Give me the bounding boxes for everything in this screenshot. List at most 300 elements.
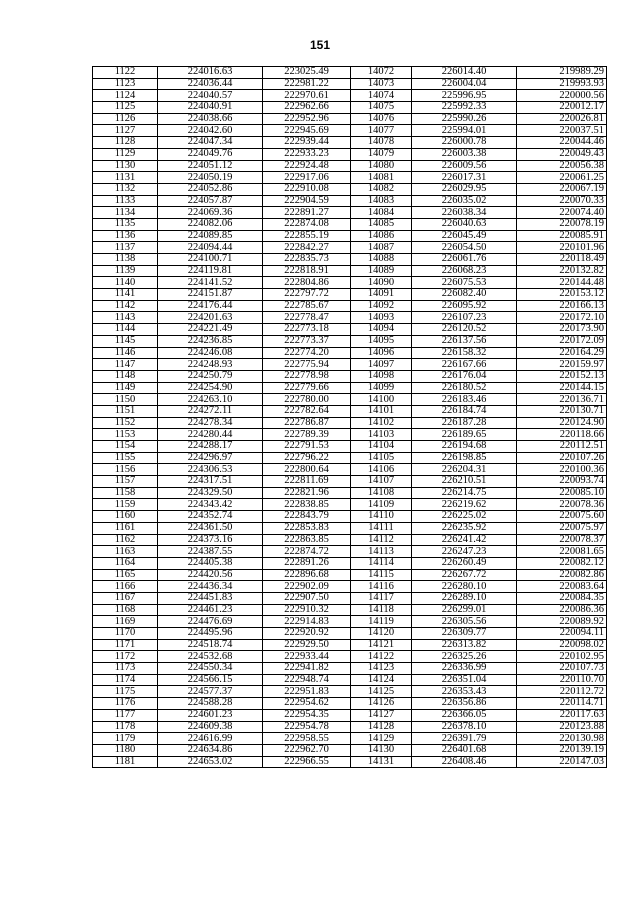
table-cell: 224069.36 — [158, 207, 263, 219]
table-cell: 14098 — [351, 370, 412, 382]
table-cell: 226035.02 — [412, 195, 517, 207]
table-cell: 1129 — [93, 148, 158, 160]
table-cell: 222842.27 — [263, 242, 351, 254]
table-cell: 14114 — [351, 557, 412, 569]
table-cell: 14097 — [351, 359, 412, 371]
table-cell: 1125 — [93, 102, 158, 114]
table-cell: 1144 — [93, 324, 158, 336]
table-cell: 222811.69 — [263, 476, 351, 488]
table-cell: 222778.47 — [263, 312, 351, 324]
table-cell: 1163 — [93, 546, 158, 558]
table-row — [93, 300, 607, 312]
table-cell: 14088 — [351, 254, 412, 266]
table-cell: 226309.77 — [412, 628, 517, 640]
table-cell: 14116 — [351, 581, 412, 593]
table-row — [93, 312, 607, 324]
table-cell: 14100 — [351, 394, 412, 406]
table-row — [93, 218, 607, 230]
table-cell: 14096 — [351, 347, 412, 359]
table-cell: 224436.34 — [158, 581, 263, 593]
table-cell: 226408.46 — [412, 756, 517, 768]
table-cell: 1132 — [93, 183, 158, 195]
table-cell: 220085.91 — [517, 230, 607, 242]
table-cell: 224176.44 — [158, 300, 263, 312]
table-row — [93, 441, 607, 453]
table-row — [93, 534, 607, 546]
table-cell: 14131 — [351, 756, 412, 768]
table-cell: 226029.95 — [412, 183, 517, 195]
table-row — [93, 756, 607, 768]
table-cell: 224518.74 — [158, 639, 263, 651]
table-cell: 14085 — [351, 218, 412, 230]
table-cell: 222958.55 — [263, 733, 351, 745]
table-row — [93, 67, 607, 79]
table-cell: 14081 — [351, 172, 412, 184]
table-cell: 226184.74 — [412, 405, 517, 417]
table-cell: 224577.37 — [158, 686, 263, 698]
table-cell: 224082.06 — [158, 218, 263, 230]
table-cell: 226198.85 — [412, 452, 517, 464]
table-cell: 226014.40 — [412, 67, 517, 79]
table-cell: 222773.37 — [263, 335, 351, 347]
table-row — [93, 230, 607, 242]
table-cell: 1134 — [93, 207, 158, 219]
table-cell: 220082.86 — [517, 569, 607, 581]
table-cell: 224201.63 — [158, 312, 263, 324]
table-cell: 226095.92 — [412, 300, 517, 312]
table-cell: 226247.23 — [412, 546, 517, 558]
table-row — [93, 592, 607, 604]
table-cell: 226120.52 — [412, 324, 517, 336]
table-cell: 14103 — [351, 429, 412, 441]
table-cell: 224451.83 — [158, 592, 263, 604]
table-cell: 1122 — [93, 67, 158, 79]
table-cell: 226054.50 — [412, 242, 517, 254]
table-row — [93, 663, 607, 675]
table-cell: 220166.13 — [517, 300, 607, 312]
table-cell: 220123.88 — [517, 721, 607, 733]
table-cell: 1158 — [93, 487, 158, 499]
table-cell: 1172 — [93, 651, 158, 663]
table-cell: 1146 — [93, 347, 158, 359]
table-cell: 220172.09 — [517, 335, 607, 347]
table-cell: 226280.10 — [412, 581, 517, 593]
table-cell: 226351.04 — [412, 674, 517, 686]
table-cell: 224248.93 — [158, 359, 263, 371]
table-cell: 226210.51 — [412, 476, 517, 488]
table-cell: 1151 — [93, 405, 158, 417]
table-cell: 226289.10 — [412, 592, 517, 604]
table-cell: 222970.61 — [263, 90, 351, 102]
table-cell: 14126 — [351, 698, 412, 710]
table-cell: 14075 — [351, 102, 412, 114]
table-cell: 224141.52 — [158, 277, 263, 289]
table-cell: 220153.12 — [517, 289, 607, 301]
table-cell: 220100.36 — [517, 464, 607, 476]
table-cell: 14110 — [351, 511, 412, 523]
table-cell: 224616.99 — [158, 733, 263, 745]
table-cell: 14077 — [351, 125, 412, 137]
table-row — [93, 172, 607, 184]
table-cell: 222933.23 — [263, 148, 351, 160]
table-cell: 220107.73 — [517, 663, 607, 675]
table-cell: 224221.49 — [158, 324, 263, 336]
table-row — [93, 744, 607, 756]
table-cell: 224343.42 — [158, 499, 263, 511]
table-cell: 14074 — [351, 90, 412, 102]
table-cell: 14109 — [351, 499, 412, 511]
table-cell: 14119 — [351, 616, 412, 628]
table-cell: 14086 — [351, 230, 412, 242]
table-cell: 226061.76 — [412, 254, 517, 266]
table-cell: 224550.34 — [158, 663, 263, 675]
table-row — [93, 499, 607, 511]
table-cell: 226045.49 — [412, 230, 517, 242]
table-cell: 220078.19 — [517, 218, 607, 230]
table-cell: 14084 — [351, 207, 412, 219]
table-cell: 222843.79 — [263, 511, 351, 523]
table-cell: 222939.44 — [263, 137, 351, 149]
table-cell: 226180.52 — [412, 382, 517, 394]
table-cell: 222818.91 — [263, 265, 351, 277]
table-row — [93, 359, 607, 371]
table-cell: 220067.19 — [517, 183, 607, 195]
table-cell: 222782.64 — [263, 405, 351, 417]
table-cell: 14087 — [351, 242, 412, 254]
table-cell: 222891.26 — [263, 557, 351, 569]
table-row — [93, 733, 607, 745]
table-cell: 222797.72 — [263, 289, 351, 301]
table-cell: 224050.19 — [158, 172, 263, 184]
table-cell: 222891.27 — [263, 207, 351, 219]
table-cell: 224119.81 — [158, 265, 263, 277]
table-cell: 224288.17 — [158, 441, 263, 453]
page-number: 151 — [309, 38, 331, 52]
table-cell: 220083.64 — [517, 581, 607, 593]
table-cell: 222874.08 — [263, 218, 351, 230]
table-cell: 1161 — [93, 522, 158, 534]
table-cell: 14122 — [351, 651, 412, 663]
table-cell: 14105 — [351, 452, 412, 464]
table-row — [93, 698, 607, 710]
table-cell: 220075.60 — [517, 511, 607, 523]
table-cell: 1154 — [93, 441, 158, 453]
table-cell: 1156 — [93, 464, 158, 476]
table-cell: 1180 — [93, 744, 158, 756]
table-cell: 224049.76 — [158, 148, 263, 160]
table-cell: 226325.26 — [412, 651, 517, 663]
table-cell: 224405.38 — [158, 557, 263, 569]
table-cell: 14129 — [351, 733, 412, 745]
table-cell: 14072 — [351, 67, 412, 79]
table-cell: 222835.73 — [263, 254, 351, 266]
table-cell: 220124.90 — [517, 417, 607, 429]
table-row — [93, 90, 607, 102]
table-cell: 14124 — [351, 674, 412, 686]
table-cell: 224272.11 — [158, 405, 263, 417]
table-cell: 220102.95 — [517, 651, 607, 663]
table-cell: 224352.74 — [158, 511, 263, 523]
table-cell: 222779.66 — [263, 382, 351, 394]
table-cell: 14112 — [351, 534, 412, 546]
table-cell: 14095 — [351, 335, 412, 347]
table-cell: 220044.46 — [517, 137, 607, 149]
table-cell: 14120 — [351, 628, 412, 640]
table-cell: 1141 — [93, 289, 158, 301]
table-cell: 222981.22 — [263, 78, 351, 90]
table-cell: 220000.56 — [517, 90, 607, 102]
table-cell: 220085.10 — [517, 487, 607, 499]
table-cell: 226189.65 — [412, 429, 517, 441]
table-cell: 1178 — [93, 721, 158, 733]
table-cell: 220136.71 — [517, 394, 607, 406]
table-cell: 226353.43 — [412, 686, 517, 698]
table-cell: 14104 — [351, 441, 412, 453]
table-cell: 1162 — [93, 534, 158, 546]
table-cell: 222778.98 — [263, 370, 351, 382]
table-cell: 14079 — [351, 148, 412, 160]
table-cell: 224263.10 — [158, 394, 263, 406]
table-cell: 222945.69 — [263, 125, 351, 137]
table-cell: 220147.03 — [517, 756, 607, 768]
table-row — [93, 102, 607, 114]
table-row — [93, 160, 607, 172]
table-cell: 222920.92 — [263, 628, 351, 640]
table-cell: 220070.33 — [517, 195, 607, 207]
table-cell: 222910.08 — [263, 183, 351, 195]
table-cell: 224246.08 — [158, 347, 263, 359]
table-cell: 220082.12 — [517, 557, 607, 569]
table-cell: 14128 — [351, 721, 412, 733]
table-row — [93, 347, 607, 359]
table-cell: 14123 — [351, 663, 412, 675]
table-row — [93, 137, 607, 149]
table-row — [93, 429, 607, 441]
table-row — [93, 335, 607, 347]
table-cell: 14082 — [351, 183, 412, 195]
table-cell: 222966.55 — [263, 756, 351, 768]
table-cell: 222902.09 — [263, 581, 351, 593]
table-row — [93, 464, 607, 476]
table-cell: 1150 — [93, 394, 158, 406]
table-cell: 14073 — [351, 78, 412, 90]
table-row — [93, 207, 607, 219]
table-cell: 224089.85 — [158, 230, 263, 242]
table-cell: 224100.71 — [158, 254, 263, 266]
table-cell: 226219.62 — [412, 499, 517, 511]
table-cell: 1153 — [93, 429, 158, 441]
table-cell: 222929.50 — [263, 639, 351, 651]
table-cell: 222855.19 — [263, 230, 351, 242]
table-row — [93, 394, 607, 406]
table-row — [93, 265, 607, 277]
table-cell: 226075.53 — [412, 277, 517, 289]
table-cell: 14107 — [351, 476, 412, 488]
table-cell: 223025.49 — [263, 67, 351, 79]
table-row — [93, 686, 607, 698]
table-cell: 220074.40 — [517, 207, 607, 219]
table-cell: 1140 — [93, 277, 158, 289]
table-cell: 226366.05 — [412, 709, 517, 721]
table-cell: 1176 — [93, 698, 158, 710]
table-cell: 220061.25 — [517, 172, 607, 184]
table-cell: 14099 — [351, 382, 412, 394]
table-cell: 226000.78 — [412, 137, 517, 149]
table-cell: 222910.32 — [263, 604, 351, 616]
table-cell: 14093 — [351, 312, 412, 324]
table-row — [93, 628, 607, 640]
table-cell: 1179 — [93, 733, 158, 745]
table-cell: 14130 — [351, 744, 412, 756]
table-cell: 14118 — [351, 604, 412, 616]
table-cell: 222863.85 — [263, 534, 351, 546]
table-cell: 1166 — [93, 581, 158, 593]
table-cell: 1137 — [93, 242, 158, 254]
table-cell: 220118.66 — [517, 429, 607, 441]
table-cell: 1128 — [93, 137, 158, 149]
table-cell: 222800.64 — [263, 464, 351, 476]
table-cell: 226009.56 — [412, 160, 517, 172]
table-cell: 226194.68 — [412, 441, 517, 453]
table-cell: 224373.16 — [158, 534, 263, 546]
table-cell: 224634.86 — [158, 744, 263, 756]
table-cell: 1124 — [93, 90, 158, 102]
table-cell: 222952.96 — [263, 113, 351, 125]
table-cell: 219993.93 — [517, 78, 607, 90]
table-cell: 220172.10 — [517, 312, 607, 324]
table-cell: 220173.90 — [517, 324, 607, 336]
table-cell: 1155 — [93, 452, 158, 464]
table-cell: 14127 — [351, 709, 412, 721]
table-cell: 220084.35 — [517, 592, 607, 604]
table-cell: 14106 — [351, 464, 412, 476]
table-cell: 14115 — [351, 569, 412, 581]
table-cell: 1148 — [93, 370, 158, 382]
table-cell: 224361.50 — [158, 522, 263, 534]
table-row — [93, 242, 607, 254]
table-cell: 1136 — [93, 230, 158, 242]
table-row — [93, 452, 607, 464]
table-cell: 222954.35 — [263, 709, 351, 721]
table-cell: 1160 — [93, 511, 158, 523]
table-cell: 224306.53 — [158, 464, 263, 476]
table-cell: 226241.42 — [412, 534, 517, 546]
table-cell: 222773.18 — [263, 324, 351, 336]
table-cell: 224317.51 — [158, 476, 263, 488]
table-cell: 222796.22 — [263, 452, 351, 464]
table-cell: 14080 — [351, 160, 412, 172]
table-cell: 220098.02 — [517, 639, 607, 651]
table-row — [93, 277, 607, 289]
table-cell: 226401.68 — [412, 744, 517, 756]
table-cell: 226038.34 — [412, 207, 517, 219]
table-cell: 224016.63 — [158, 67, 263, 79]
table-cell: 222789.39 — [263, 429, 351, 441]
table-cell: 222924.48 — [263, 160, 351, 172]
table-cell: 224588.28 — [158, 698, 263, 710]
table-cell: 1164 — [93, 557, 158, 569]
table-cell: 224296.97 — [158, 452, 263, 464]
table-cell: 226068.23 — [412, 265, 517, 277]
table-cell: 220089.92 — [517, 616, 607, 628]
table-cell: 220132.82 — [517, 265, 607, 277]
table-cell: 220159.97 — [517, 359, 607, 371]
table-cell: 222774.20 — [263, 347, 351, 359]
table-cell: 226378.10 — [412, 721, 517, 733]
table-cell: 14117 — [351, 592, 412, 604]
table-cell: 226187.28 — [412, 417, 517, 429]
table-cell: 226336.99 — [412, 663, 517, 675]
table-cell: 225990.26 — [412, 113, 517, 125]
table-cell: 220164.29 — [517, 347, 607, 359]
table-cell: 1142 — [93, 300, 158, 312]
table-cell: 1177 — [93, 709, 158, 721]
table-cell: 222904.59 — [263, 195, 351, 207]
table-cell: 1135 — [93, 218, 158, 230]
table-cell: 220012.17 — [517, 102, 607, 114]
table-cell: 226305.56 — [412, 616, 517, 628]
table-row — [93, 476, 607, 488]
table-cell: 222896.68 — [263, 569, 351, 581]
table-cell: 14092 — [351, 300, 412, 312]
table-row — [93, 709, 607, 721]
table-row — [93, 324, 607, 336]
table-cell: 14121 — [351, 639, 412, 651]
table-cell: 222786.87 — [263, 417, 351, 429]
table-cell: 1138 — [93, 254, 158, 266]
table-cell: 220094.11 — [517, 628, 607, 640]
table-cell: 1143 — [93, 312, 158, 324]
table-cell: 220144.48 — [517, 277, 607, 289]
table-cell: 1170 — [93, 628, 158, 640]
table-cell: 224609.38 — [158, 721, 263, 733]
table-row — [93, 487, 607, 499]
table-cell: 14113 — [351, 546, 412, 558]
table-row — [93, 417, 607, 429]
table-cell: 224566.15 — [158, 674, 263, 686]
table-cell: 14108 — [351, 487, 412, 499]
table-cell: 224040.57 — [158, 90, 263, 102]
table-cell: 14078 — [351, 137, 412, 149]
table-cell: 226260.49 — [412, 557, 517, 569]
table-row — [93, 674, 607, 686]
table-row — [93, 370, 607, 382]
table-cell: 222785.67 — [263, 300, 351, 312]
table-cell: 224653.02 — [158, 756, 263, 768]
table-cell: 224151.87 — [158, 289, 263, 301]
table-cell: 222917.06 — [263, 172, 351, 184]
table-cell: 1175 — [93, 686, 158, 698]
table-cell: 220144.15 — [517, 382, 607, 394]
table-cell: 220037.51 — [517, 125, 607, 137]
table-row — [93, 522, 607, 534]
table-cell: 224476.69 — [158, 616, 263, 628]
table-cell: 222933.44 — [263, 651, 351, 663]
table-cell: 222948.74 — [263, 674, 351, 686]
table-row — [93, 651, 607, 663]
table-cell: 14125 — [351, 686, 412, 698]
table-row — [93, 148, 607, 160]
table-cell: 222907.50 — [263, 592, 351, 604]
table-cell: 226225.02 — [412, 511, 517, 523]
table-cell: 14102 — [351, 417, 412, 429]
table-cell: 14076 — [351, 113, 412, 125]
table-cell: 14090 — [351, 277, 412, 289]
table-cell: 220075.97 — [517, 522, 607, 534]
table-cell: 1131 — [93, 172, 158, 184]
table-cell: 14091 — [351, 289, 412, 301]
table-cell: 222962.70 — [263, 744, 351, 756]
